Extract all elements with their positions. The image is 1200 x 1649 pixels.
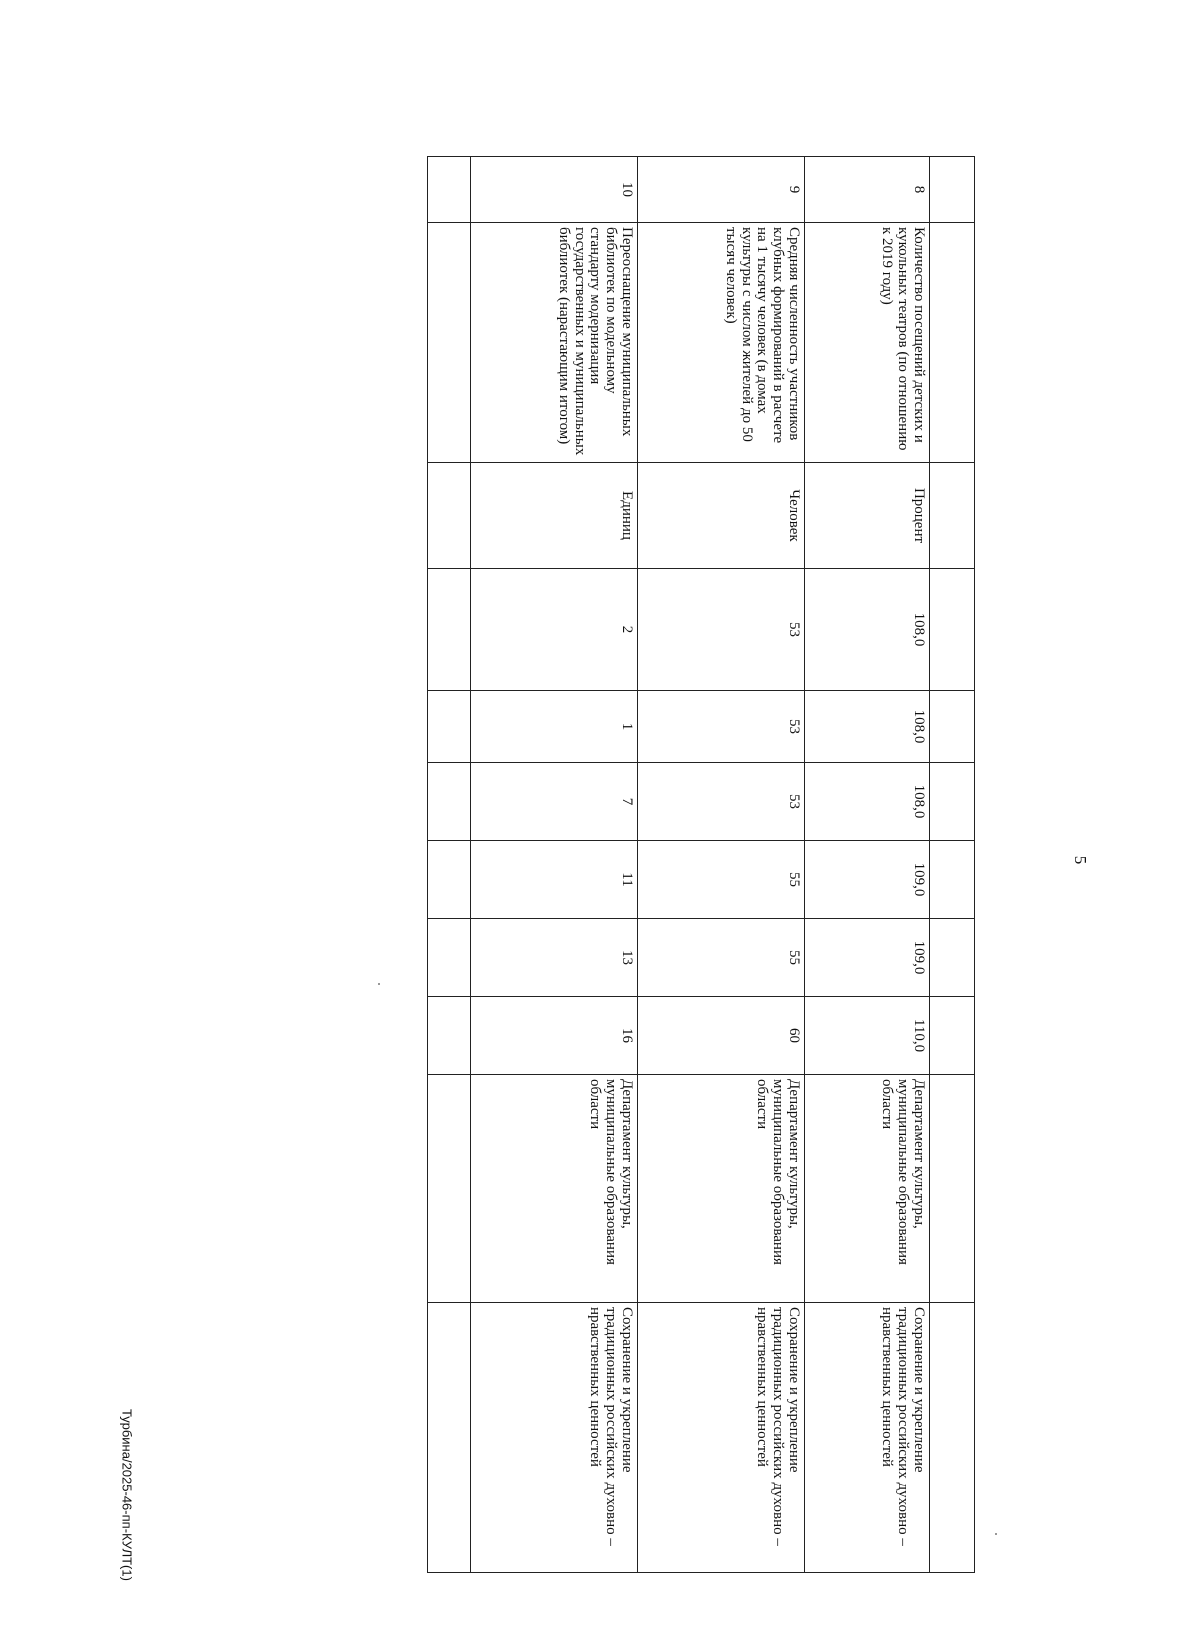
table-cell: [930, 997, 975, 1075]
table-cell: [428, 1075, 471, 1303]
goal: Сохранение и укрепление традиционных российских духовно – нравственных ценностей: [805, 1303, 930, 1573]
row-number: 9: [638, 157, 805, 223]
table-cell: [930, 763, 975, 841]
responsible: Департамент культуры, муниципальные образования области: [471, 1075, 638, 1303]
responsible: Департамент культуры, муниципальные образования области: [638, 1075, 805, 1303]
year-value: 53: [638, 691, 805, 763]
table-row: [805, 157, 930, 1573]
table-cell: [428, 691, 471, 763]
table-row: [471, 157, 638, 1573]
table-cell: [428, 841, 471, 919]
table-cell: [428, 157, 471, 223]
table-cell: [428, 569, 471, 691]
table-cell: [930, 1075, 975, 1303]
scan-speck: [995, 1533, 997, 1535]
goal: Сохранение и укрепление традиционных российских духовно – нравственных ценностей: [638, 1303, 805, 1573]
table-cell: [930, 919, 975, 997]
table-cell: [428, 763, 471, 841]
table-cell: [930, 157, 975, 223]
unit: Процент: [805, 463, 930, 569]
indicators-table-container: [461, 156, 975, 1572]
table-bottom-row: [428, 157, 471, 1573]
indicator-name: Переоснащение муниципальных библиотек по модельному стандарту модернизация государственных и муниципальных библиотек (нарастающим итогом): [471, 223, 638, 463]
row-number: 10: [471, 157, 638, 223]
table-top-row: [930, 157, 975, 1573]
year-value: 60: [638, 997, 805, 1075]
year-value: 55: [638, 841, 805, 919]
table-cell: [930, 223, 975, 463]
year-value: 16: [471, 997, 638, 1075]
year-value: 108,0: [805, 691, 930, 763]
table-cell: [428, 223, 471, 463]
table-cell: [930, 691, 975, 763]
unit: Человек: [638, 463, 805, 569]
year-value: 110,0: [805, 997, 930, 1075]
table-cell: [930, 463, 975, 569]
base-value: 2: [471, 569, 638, 691]
table-row: [638, 157, 805, 1573]
base-value: 53: [638, 569, 805, 691]
table-cell: [428, 997, 471, 1075]
table-cell: [428, 1303, 471, 1573]
row-number: 8: [805, 157, 930, 223]
year-value: 55: [638, 919, 805, 997]
responsible: Департамент культуры, муниципальные образования области: [805, 1075, 930, 1303]
unit: Единиц: [471, 463, 638, 569]
goal: Сохранение и укрепление традиционных российских духовно – нравственных ценностей: [471, 1303, 638, 1573]
page-number: 5: [1071, 855, 1090, 865]
year-value: 109,0: [805, 841, 930, 919]
table-cell: [930, 841, 975, 919]
year-value: 11: [471, 841, 638, 919]
scan-speck: [378, 983, 380, 985]
table-cell: [428, 919, 471, 997]
year-value: 108,0: [805, 763, 930, 841]
indicator-name: Количество посещений детских и кукольных театров (по отношению к 2019 году): [805, 223, 930, 463]
table-cell: [428, 463, 471, 569]
table-cell: [930, 569, 975, 691]
year-value: 1: [471, 691, 638, 763]
indicators-table: [427, 156, 975, 1573]
indicator-name: Средняя численность участников клубных формирований в расчете на 1 тысячу человек (в домах культуры с числом жителей до 50 тысяч человек): [638, 223, 805, 463]
footer-document-code: Турбина/2025-46-пп-КУЛТ(1): [119, 1409, 135, 1581]
year-value: 109,0: [805, 919, 930, 997]
year-value: 7: [471, 763, 638, 841]
year-value: 53: [638, 763, 805, 841]
table-cell: [930, 1303, 975, 1573]
base-value: 108,0: [805, 569, 930, 691]
year-value: 13: [471, 919, 638, 997]
